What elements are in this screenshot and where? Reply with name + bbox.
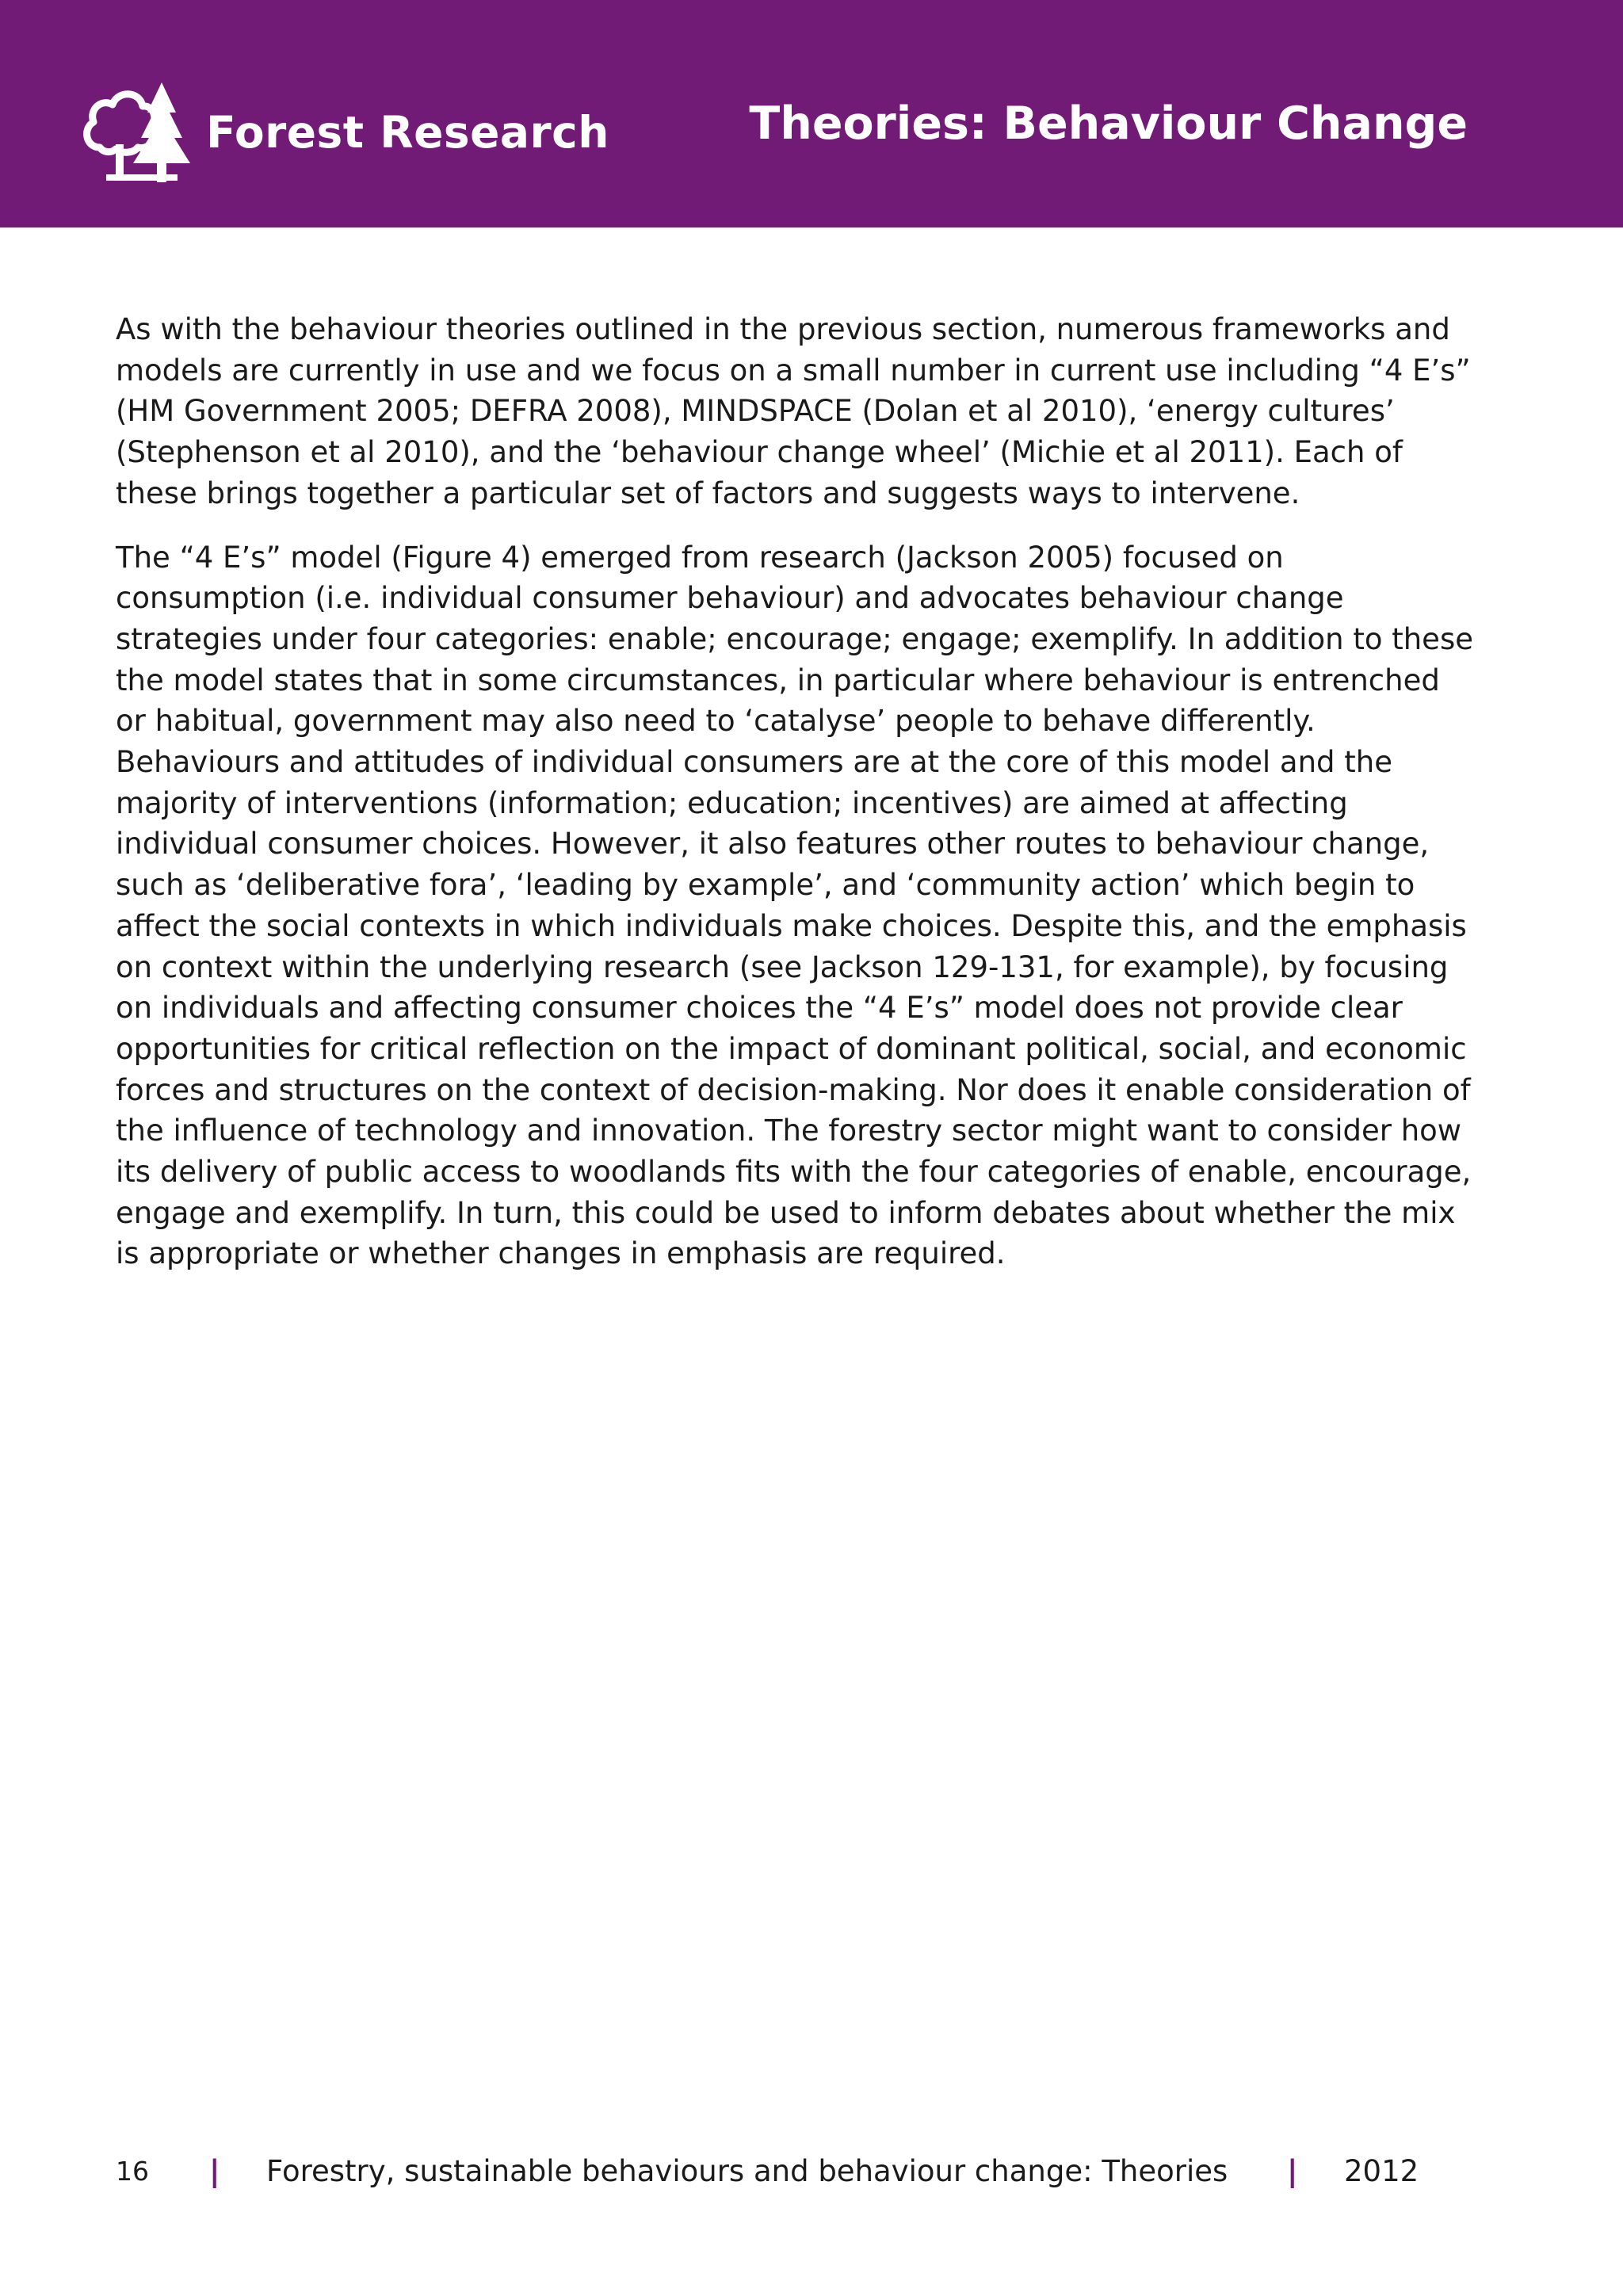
main-content [116,309,1479,1297]
tree-logo-icon [82,81,193,184]
brand-name: Forest Research [206,107,609,158]
body-paragraph: As with the behaviour theories outlined in the previous section, numerous frameworks and models are currently in use and we focus on a small number in current use including “4 E’s” (HM Government 2005; DEFRA 2008), MINDSPACE (Dolan et al 2010), ‘energy cultures’ (Stephenson et al 2010), and the ‘behaviour change wheel’ (Michie et al 2011). Each of these brings together a particular set of factors and suggests ways to intervene. [116,312,1471,510]
publication-year: 2012 [1344,2154,1419,2188]
page-title: Theories: Behaviour Change [749,97,1468,150]
forest-research-logo [82,81,609,184]
body-paragraph: The “4 E’s” model (Figure 4) emerged from research (Jackson 2005) focused on consumption (i.e. individual consumer behaviour) and advocates behaviour change strategies under four categories: enable; encourage; engage; exemplify. In addition to these the model states that in some circumstances, in particular where behaviour is entrenched or habitual, government may also need to ‘catalyse’ people to behave differently. Behaviours and attitudes of individual consumers are at the core of this model and the majority of interventions (information; education; incentives) are aimed at affecting individual consumer choices. However, it also features other routes to behaviour change, such as ‘deliberative fora’, ‘leading by example’, and ‘community action’ which begin to affect the social contexts in which individuals make choices. Despite this, and the emphasis on context within the underlying research (see Jackson 129-131, for example), by focusing on individuals and affecting consumer choices the “4 E’s” model does not provide clear opportunities for critical reflection on the impact of dominant political, social, and economic forces and structures on the context of decision-making. Nor does it enable consideration of the influence of technology and innovation. The forestry sector might want to consider how its delivery of public access to woodlands fits with the four categories of enable, encourage, engage and exemplify. In turn, this could be used to inform debates about whether the mix is appropriate or whether changes in emphasis are required. [116,540,1473,1271]
document-title: Forestry, sustainable behaviours and behaviour change: Theories [266,2154,1228,2188]
footer-separator: | [1287,2154,1298,2188]
page-header [0,0,1623,227]
footer-separator: | [209,2154,220,2188]
page-number: 16 [116,2156,149,2187]
